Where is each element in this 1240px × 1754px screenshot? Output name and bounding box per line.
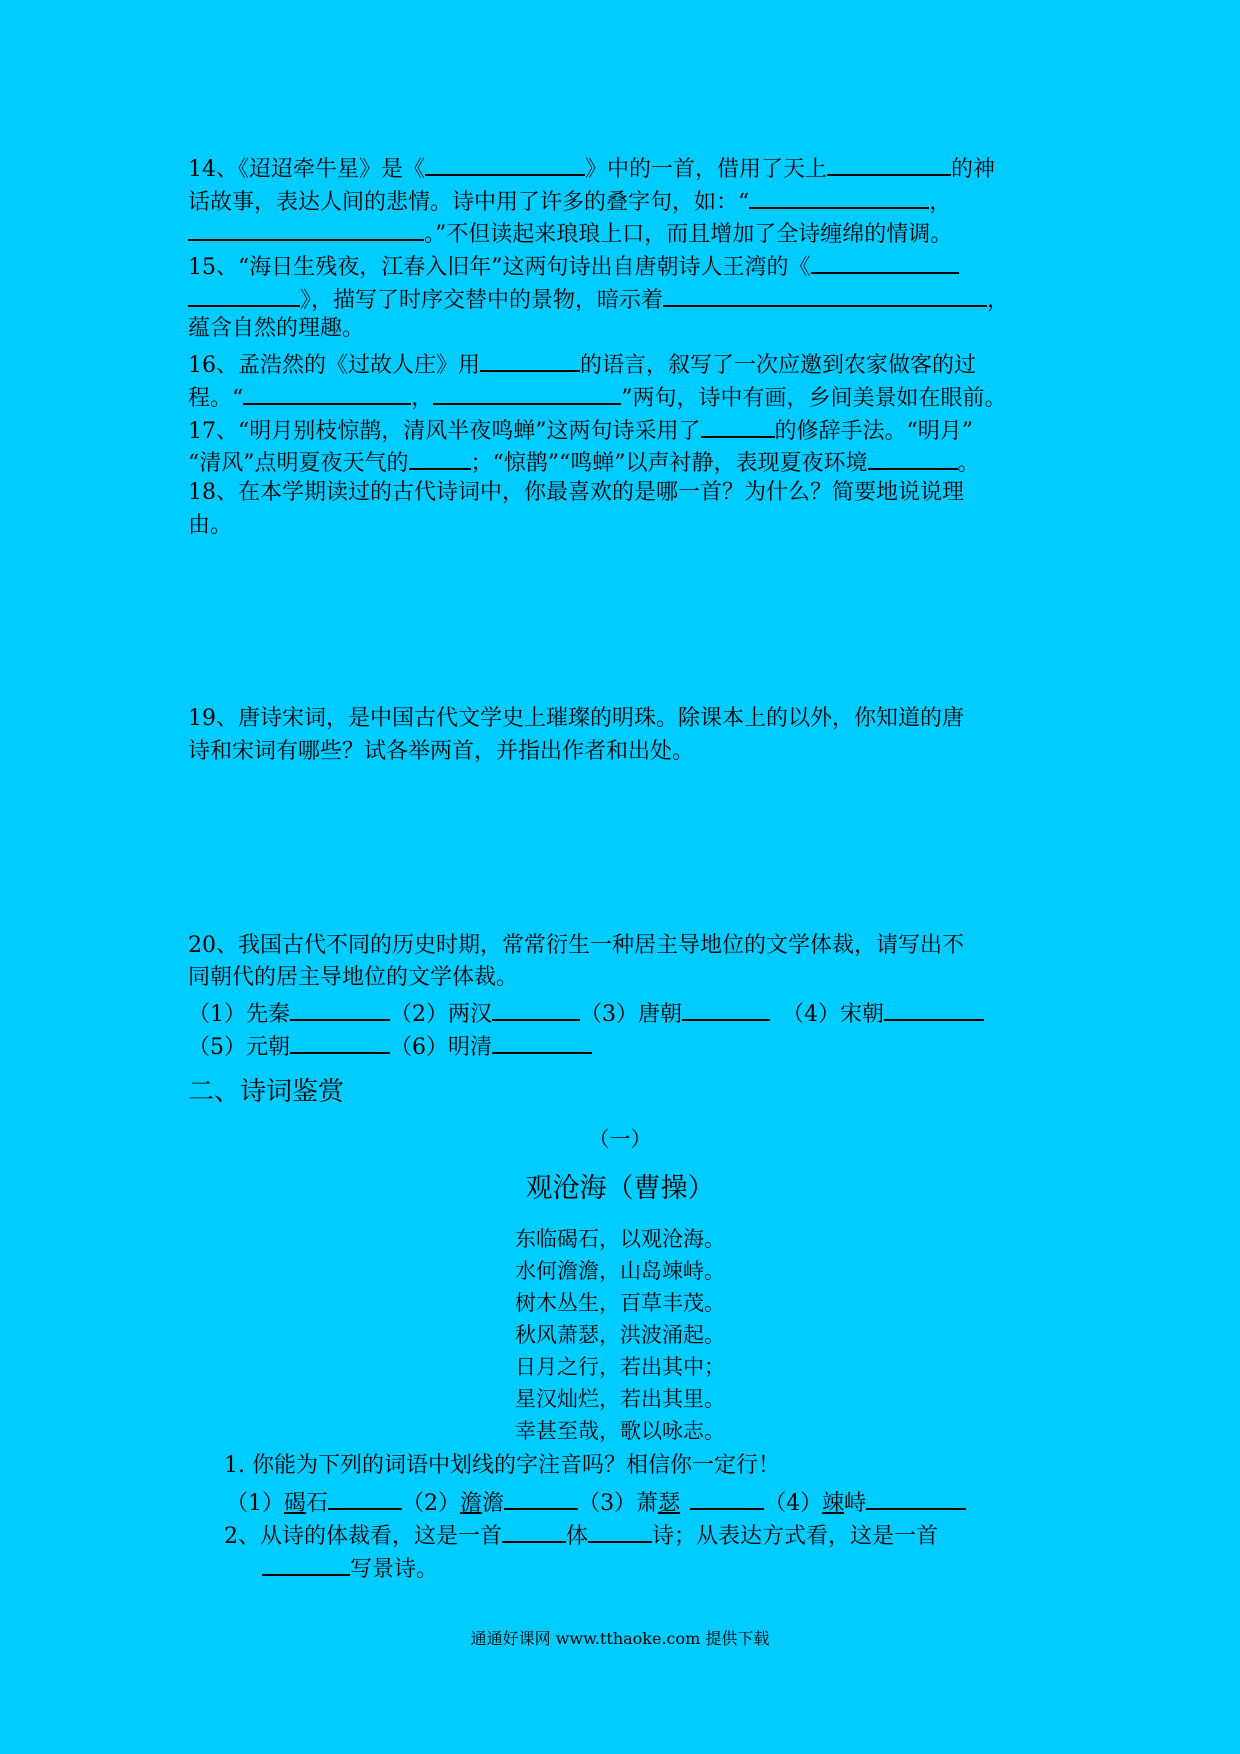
question-17-line-2: “清风”点明夏夜天气的 ；“惊鹊”“鸣蝉”以声衬静，表现夏夜环境 。 [188, 444, 1054, 480]
poem-line: 星汉灿烂，若出其里。 [515, 1387, 725, 1411]
answer-blank[interactable] [827, 150, 951, 176]
poem-line: 水何澹澹，山岛竦峙。 [515, 1259, 725, 1283]
question-18-line-2: 由。 [188, 513, 233, 538]
footer-credit: 通通好课网 www.tthaoke.com 提供下载 [470, 1629, 770, 1648]
answer-blank[interactable] [492, 1028, 592, 1054]
sub-question-1-items: （1）碣石 （2）澹澹 （3）萧瑟 （4）竦峙 [226, 1484, 1092, 1520]
question-15-line-3: 蕴含自然的理趣。 [188, 316, 365, 341]
answer-blank[interactable] [663, 281, 987, 307]
answer-blank[interactable] [243, 379, 411, 405]
question-14-line-3: 。”不但读起来琅琅上口，而且增加了全诗缠绵的情调。 [188, 215, 1054, 251]
answer-blank[interactable] [425, 150, 585, 176]
answer-blank[interactable] [682, 995, 770, 1021]
answer-blank[interactable] [480, 346, 580, 372]
answer-blank[interactable] [290, 995, 390, 1021]
question-17-line-1: 17、“明月别枝惊鹊，清风半夜鸣蝉”这两句诗采用了 的修辞手法。“明月” [188, 412, 1054, 448]
answer-blank[interactable] [690, 1484, 764, 1510]
answer-blank[interactable] [749, 183, 929, 209]
answer-blank[interactable] [868, 444, 958, 470]
question-14-line-1: 14、《迢迢牵牛星》是《 》中的一首，借用了天上 的神 [188, 150, 1054, 186]
poem-title: 观沧海（曹操） [525, 1173, 715, 1204]
section-heading: 二、诗词鉴赏 [188, 1077, 345, 1107]
question-15-line-2: 》，描写了时序交替中的景物，暗示着 ， [188, 281, 1054, 317]
answer-blank[interactable] [188, 215, 424, 241]
answer-blank[interactable] [504, 1484, 578, 1510]
answer-blank[interactable] [884, 995, 984, 1021]
answer-blank[interactable] [502, 1517, 566, 1543]
answer-blank[interactable] [188, 281, 300, 307]
answer-blank[interactable] [866, 1484, 966, 1510]
question-14-line-2: 话故事，表达人间的悲情。诗中用了许多的叠字句，如：“ ， [188, 183, 1054, 219]
answer-blank[interactable] [492, 995, 580, 1021]
poem-line: 日月之行，若出其中； [515, 1355, 725, 1379]
question-19-line-1: 19、唐诗宋词，是中国古代文学史上璀璨的明珠。除课本上的以外，你知道的唐 [188, 706, 964, 731]
answer-blank[interactable] [328, 1484, 402, 1510]
question-20-items-row-1: （1）先秦 （2）两汉 （3）唐朝 （4）宋朝 [188, 995, 1054, 1031]
part-label: （一） [588, 1127, 652, 1151]
question-16-line-1: 16、孟浩然的《过故人庄》用 的语言，叙写了一次应邀到农家做客的过 [188, 346, 1054, 382]
poem-line: 东临碣石，以观沧海。 [515, 1227, 725, 1251]
answer-blank[interactable] [433, 379, 621, 405]
sub-question-1: 1. 你能为下列的词语中划线的字注音吗？相信你一定行！ [224, 1453, 780, 1478]
question-15-line-1: 15、“海日生残夜，江春入旧年”这两句诗出自唐朝诗人王湾的《 [188, 248, 1054, 284]
question-19-line-2: 诗和宋词有哪些？试各举两首，并指出作者和出处。 [188, 739, 695, 764]
sub-question-2-line-1: 2、从诗的体裁看，这是一首 体 诗；从表达方式看，这是一首 [224, 1517, 1090, 1553]
answer-blank[interactable] [811, 248, 959, 274]
answer-blank[interactable] [701, 412, 775, 438]
question-20-items-row-2: （5）元朝 （6）明清 [188, 1028, 1054, 1064]
poem-line: 幸甚至哉，歌以咏志。 [515, 1419, 725, 1443]
poem-line: 树木丛生，百草丰茂。 [515, 1291, 725, 1315]
question-16-line-2: 程。“ ， ”两句，诗中有画，乡间美景如在眼前。 [188, 379, 1054, 415]
question-18-line-1: 18、在本学期读过的古代诗词中，你最喜欢的是哪一首？为什么？简要地说说理 [188, 480, 964, 505]
answer-blank[interactable] [262, 1550, 350, 1576]
sub-question-2-line-2: 写景诗。 [262, 1550, 1128, 1586]
question-20-line-2: 同朝代的居主导地位的文学体裁。 [188, 965, 519, 990]
poem-line: 秋风萧瑟，洪波涌起。 [515, 1323, 725, 1347]
question-20-line-1: 20、我国古代不同的历史时期，常常衍生一种居主导地位的文学体裁，请写出不 [188, 933, 964, 958]
answer-blank[interactable] [409, 444, 471, 470]
answer-blank[interactable] [588, 1517, 652, 1543]
answer-blank[interactable] [290, 1028, 390, 1054]
